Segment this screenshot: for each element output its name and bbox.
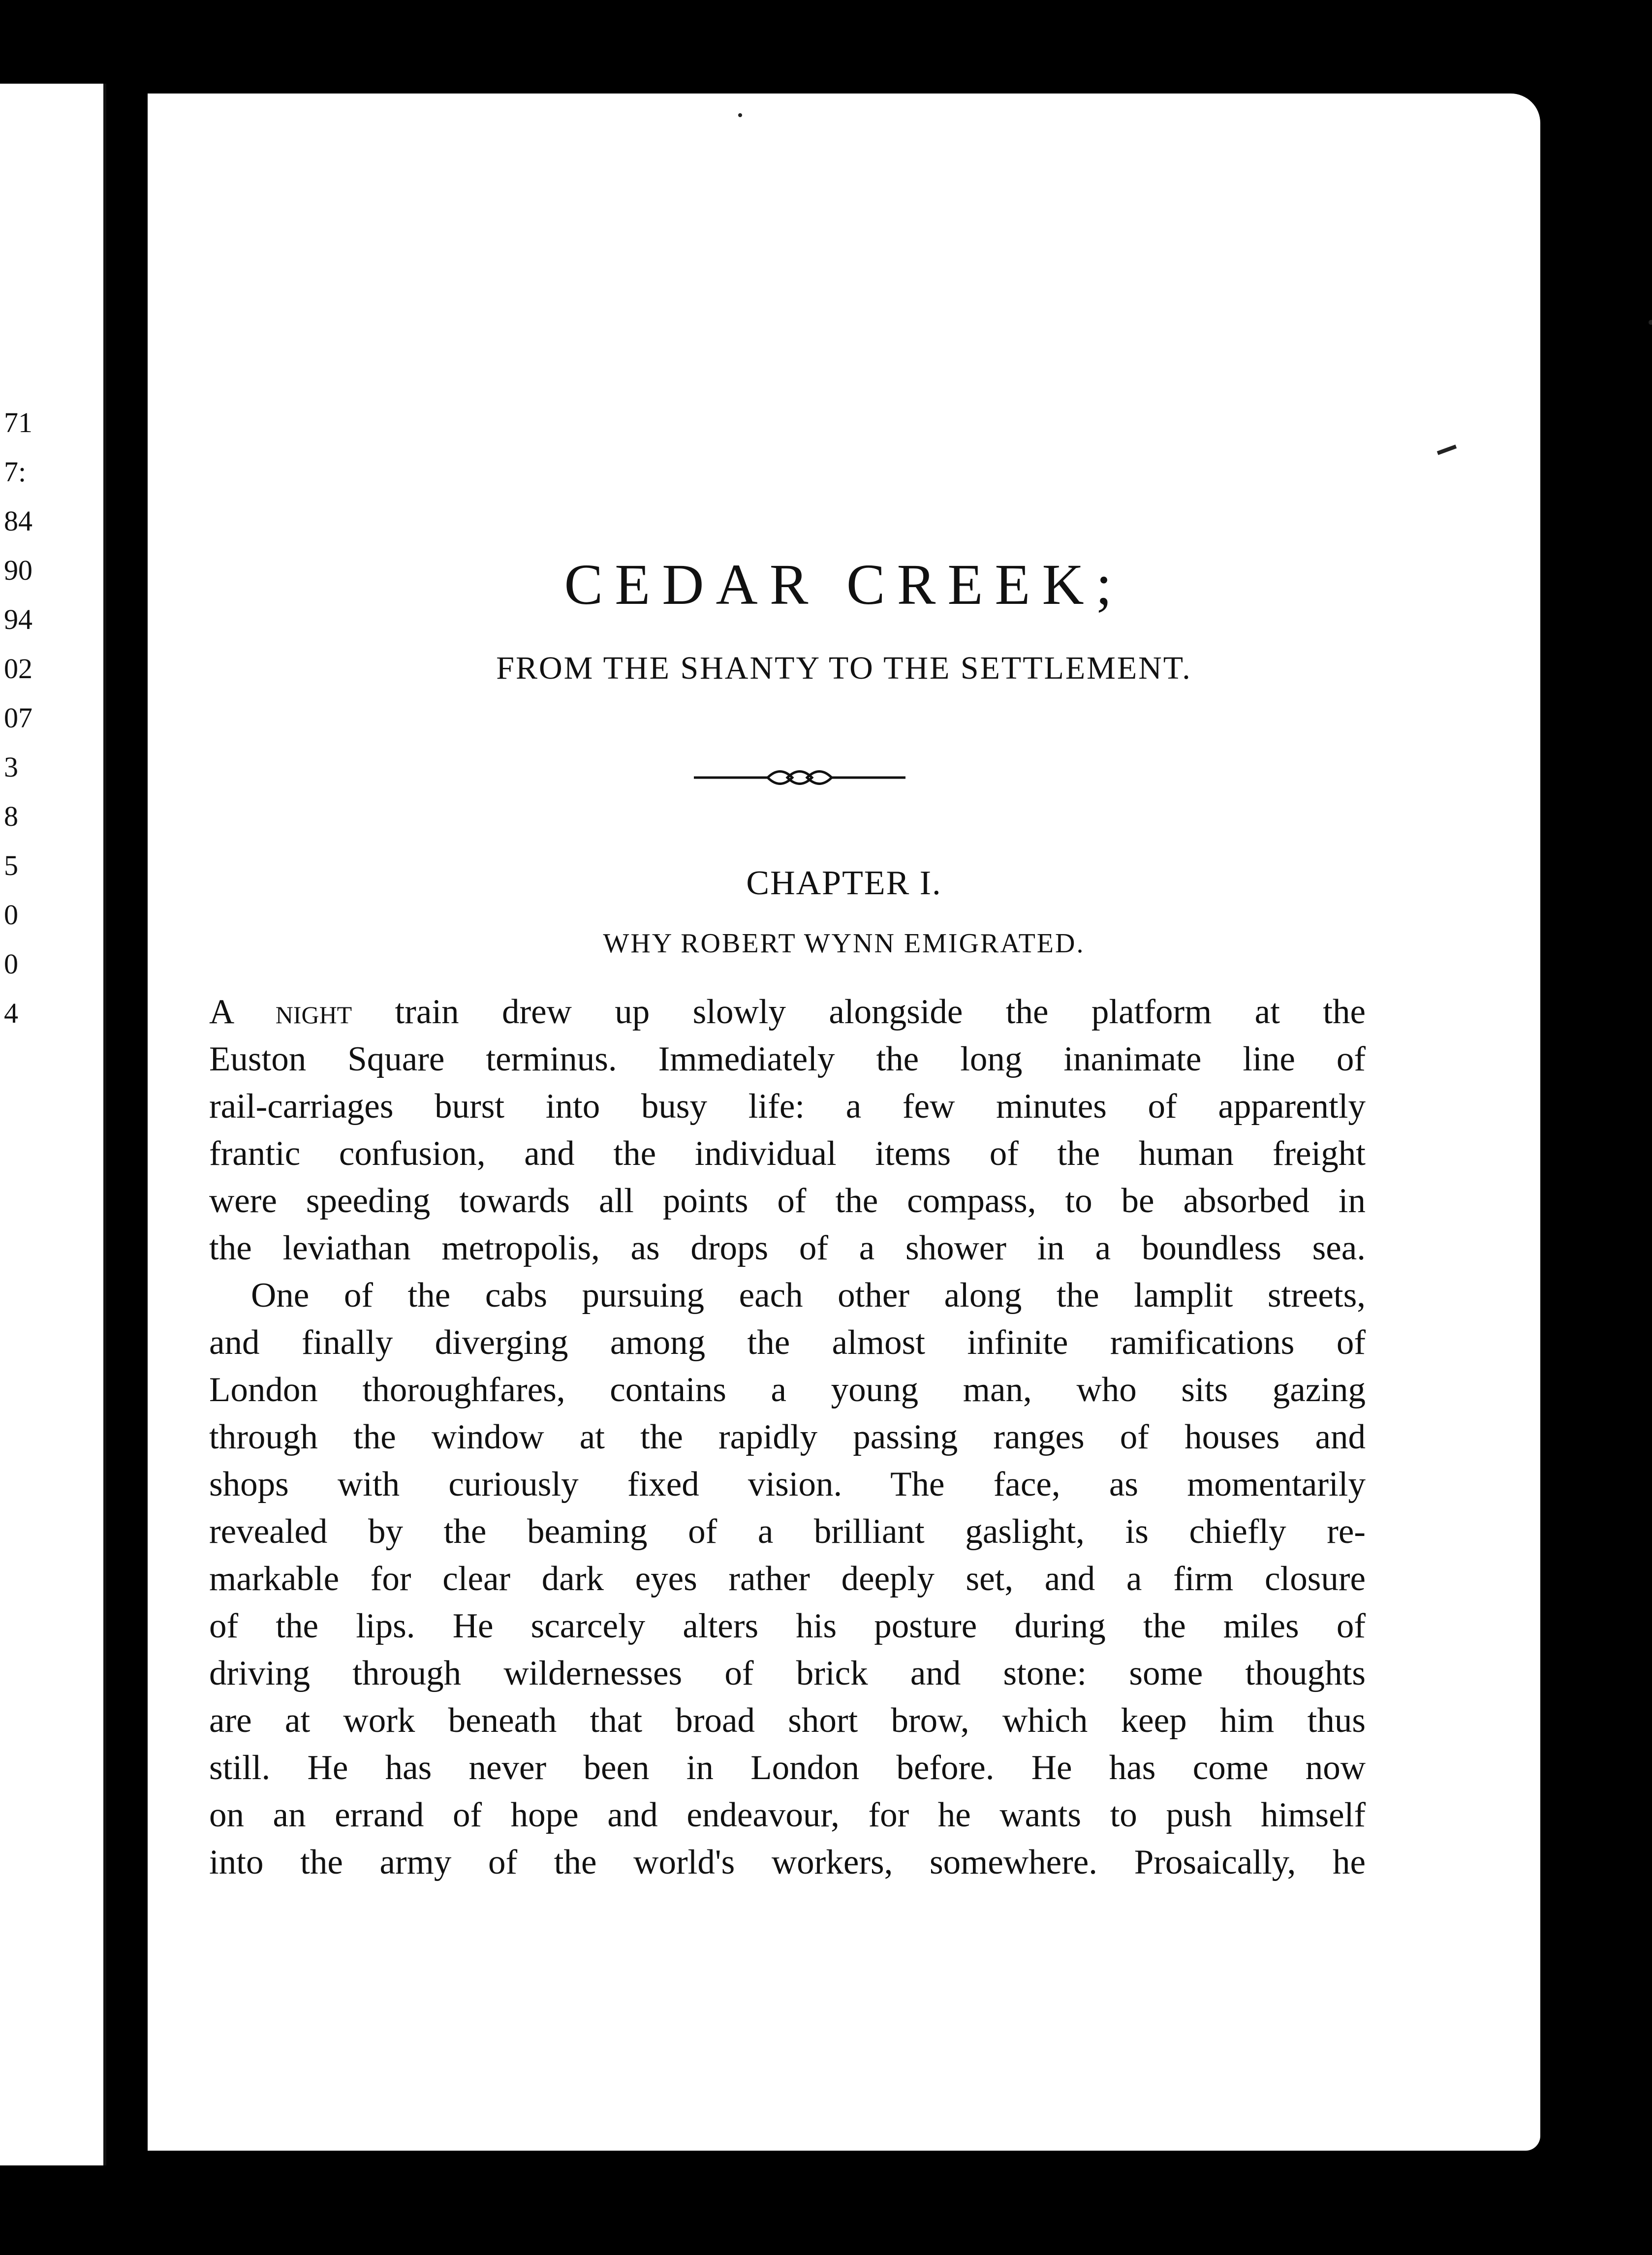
text-line: still. He has never been in London before. He has come now [209,1749,1366,1787]
text-line: rail-carriages burst into busy life: a few minutes of apparently [209,1087,1366,1126]
book-subtitle: FROM THE SHANTY TO THE SETTLEMENT. [496,650,1192,686]
margin-number: 84 [4,505,32,537]
text-line: shops with curiously fixed vision. The face, as momentarily [209,1465,1366,1503]
scan-speck [1649,320,1652,325]
text-line: markable for clear dark eyes rather deeply set, and a firm closure [209,1560,1366,1598]
text-line: London thoroughfares, contains a young man, who sits gazing [209,1371,1366,1409]
margin-number: 4 [4,997,18,1029]
margin-number: 7: [4,456,27,488]
margin-number: 0 [4,899,18,931]
chapter-heading: CHAPTER I. [746,864,942,902]
book-title: CEDAR CREEK; [564,552,1124,617]
margin-number: 02 [4,653,32,685]
scan-speck [1437,444,1457,455]
margin-number: 8 [4,800,18,832]
text-line: through the window at the rapidly passing ranges of houses and [209,1418,1366,1456]
book-page [148,94,1540,2151]
text-line: and finally diverging among the almost infinite ramifications of [209,1323,1366,1362]
paragraph [209,988,1366,1272]
margin-number: 71 [4,407,32,438]
text-line: driving through wildernesses of brick and stone: some thoughts [209,1654,1366,1692]
text-run: train drew up slowly alongside the platform at the [352,993,1366,1031]
margin-number: 0 [4,948,18,980]
ornament-divider-icon [694,760,905,795]
margin-number: 90 [4,554,32,586]
text-line: are at work beneath that broad short brow, which keep him thus [209,1701,1366,1740]
margin-number: 07 [4,702,32,734]
drop-lead: A night [209,993,352,1031]
text-line: frantic confusion, and the individual items of the human freight [209,1134,1366,1173]
margin-number: 3 [4,751,18,783]
adjacent-page-edge [0,84,106,2165]
margin-number: 5 [4,849,18,881]
body-text [209,988,1366,1886]
text-line: were speeding towards all points of the compass, to be absorbed in [209,1182,1366,1220]
text-line: of the lips. He scarcely alters his posture during the miles of [209,1607,1366,1645]
scan-speck [738,113,742,117]
chapter-subtitle: WHY ROBERT WYNN EMIGRATED. [603,928,1085,959]
text-line: Euston Square terminus. Immediately the long inanimate line of [209,1040,1366,1078]
text-line: One of the cabs pursuing each other along the lamplit streets, [251,1276,1366,1315]
text-line: into the army of the world's workers, somewhere. Prosaically, he [209,1843,1366,1881]
margin-number: 94 [4,603,32,635]
text-line: revealed by the beaming of a brilliant gaslight, is chiefly re- [209,1512,1366,1551]
text-line: the leviathan metropolis, as drops of a shower in a boundless sea. [209,1229,1366,1267]
text-line: on an errand of hope and endeavour, for he wants to push himself [209,1796,1366,1834]
text-line [209,988,1366,1035]
paragraph [209,1272,1366,1886]
